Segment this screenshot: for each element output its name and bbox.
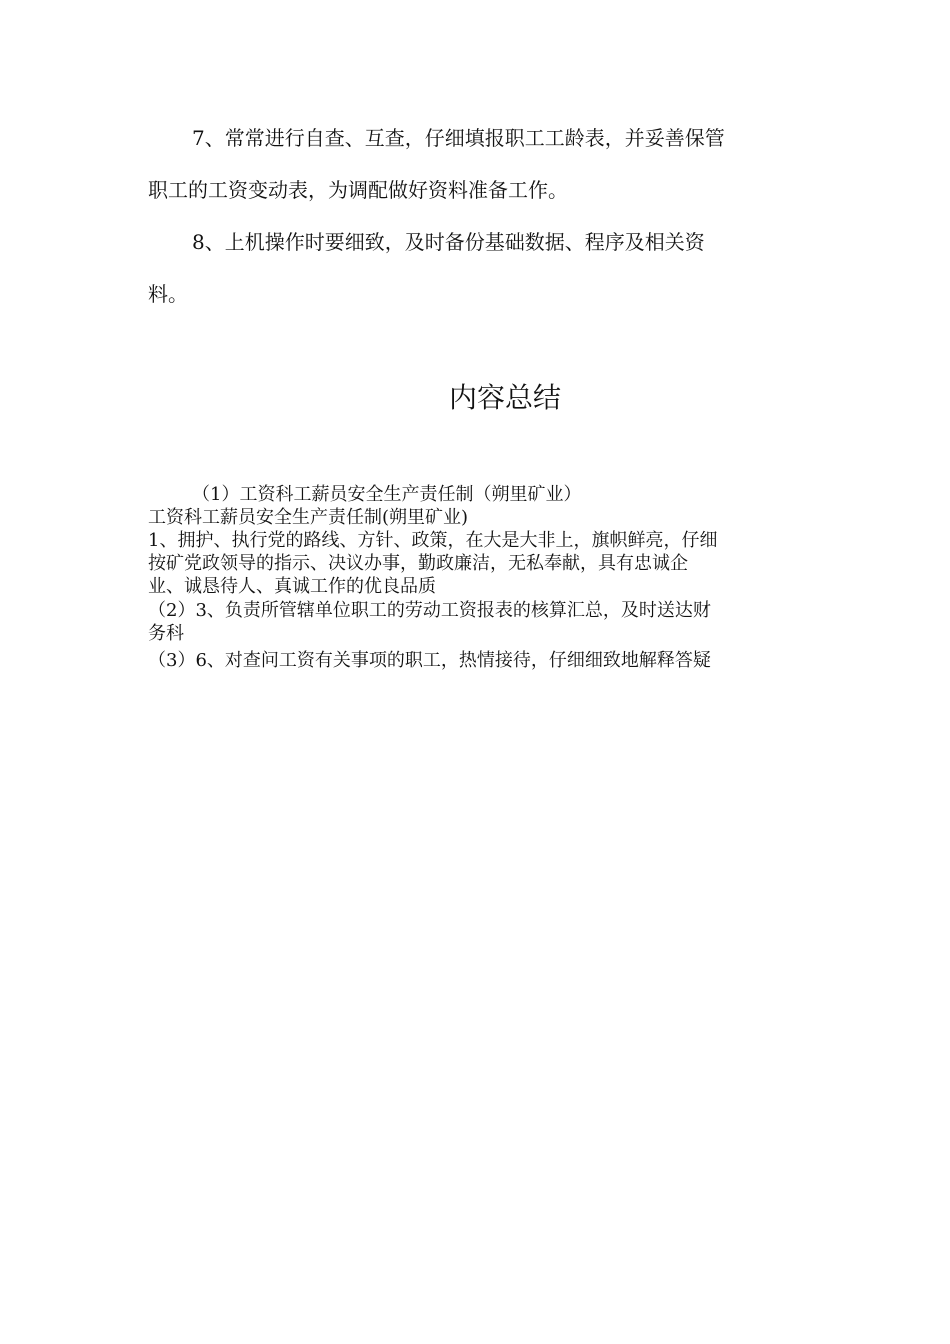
paragraph-7-line-2: 职工的工资变动表，为调配做好资料准备工作。 xyxy=(148,178,568,202)
paragraph-8-line-2: 料。 xyxy=(148,282,188,306)
summary-line: （3）6、对查问工资有关事项的职工，热情接待，仔细细致地解释答疑 xyxy=(148,650,711,671)
summary-line: 业、诚恳待人、真诚工作的优良品质 xyxy=(148,576,436,597)
summary-line: 1、拥护、执行党的路线、方针、政策，在大是大非上，旗帜鲜亮，仔细 xyxy=(148,530,718,551)
summary-line: （2）3、负责所管辖单位职工的劳动工资报表的核算汇总，及时送达财 xyxy=(148,600,711,621)
summary-line: （1）工资科工薪员安全生产责任制（朔里矿业） xyxy=(192,484,582,505)
paragraph-7-line-1: 7、常常进行自查、互查，仔细填报职工工龄表，并妥善保管 xyxy=(192,126,725,150)
summary-line: 务科 xyxy=(148,623,184,644)
paragraph-8-line-1: 8、上机操作时要细致，及时备份基础数据、程序及相关资 xyxy=(192,230,705,254)
summary-heading: 内容总结 xyxy=(448,381,561,414)
summary-line: 按矿党政领导的指示、决议办事，勤政廉洁，无私奉献，具有忠诚企 xyxy=(148,553,688,574)
summary-line: 工资科工薪员安全生产责任制(朔里矿业) xyxy=(148,507,469,528)
